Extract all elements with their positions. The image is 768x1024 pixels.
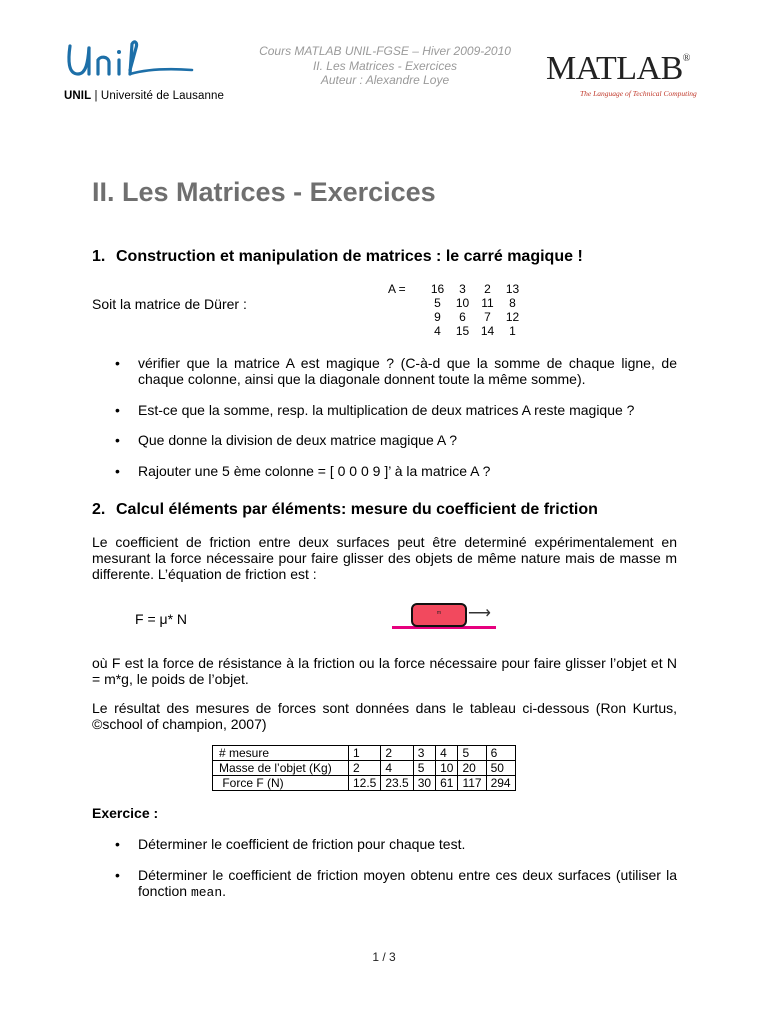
table-row [213, 746, 516, 761]
section-2-title: Calcul éléments par éléments: mesure du coefficient de friction [116, 501, 598, 518]
matlab-tagline: The Language of Technical Computing [580, 89, 697, 98]
table-cell: 2 [349, 761, 381, 776]
matrix-row [425, 296, 525, 310]
header-info [220, 44, 550, 88]
table-cell: 30 [413, 776, 435, 791]
table-row [213, 776, 516, 791]
section-2-heading [92, 501, 598, 519]
bullet-suffix: . [222, 883, 227, 899]
friction-equation: F = μ* N [135, 611, 188, 627]
matrix-cell: 12 [505, 310, 520, 324]
table-cell: 10 [436, 761, 458, 776]
matrix-row [425, 310, 525, 324]
matrix-cell: 3 [459, 282, 466, 296]
matrix-cell: 7 [484, 310, 491, 324]
durer-intro: Soit la matrice de Dürer : [92, 296, 247, 312]
bullet-text: Déterminer le coefficient de friction pour chaque test. [138, 836, 466, 852]
matrix-cell: 15 [455, 324, 470, 338]
matrix-cell: 2 [484, 282, 491, 296]
bullet-icon: • [115, 463, 120, 479]
table-cell: 12.5 [349, 776, 381, 791]
university-name: | Université de Lausanne [94, 90, 224, 102]
bullet-text: Déterminer le coefficient de friction moyen obtenu entre ces deux surfaces (utiliser la fonction [138, 867, 677, 899]
table-cell: 117 [458, 776, 486, 791]
exercise-heading: Exercice : [92, 805, 159, 821]
table-cell: 23.5 [381, 776, 413, 791]
section-2-number: 2. [92, 501, 106, 518]
section-1-title: Construction et manipulation de matrices : le carré magique ! [116, 248, 583, 265]
table-row [213, 761, 516, 776]
matrix-row [425, 324, 525, 338]
matlab-trademark: ® [682, 53, 690, 64]
matrix-cell: 4 [434, 324, 441, 338]
bullet-text: Est-ce que la somme, resp. la multiplication de deux matrices A reste magique ? [138, 402, 635, 418]
table-cell: 50 [486, 761, 515, 776]
table-cell: 20 [458, 761, 486, 776]
course-line: Cours MATLAB UNIL-FGSE – Hiver 2009-2010 [259, 44, 511, 58]
matrix-cell: 5 [434, 296, 441, 310]
row-label: Masse de l’objet (Kg) [213, 761, 349, 776]
table-cell: 3 [413, 746, 435, 761]
matrix-cell: 14 [480, 324, 495, 338]
matlab-logo-text: MATLAB [546, 50, 683, 87]
bullet-item [115, 463, 677, 479]
matrix-cell: 8 [509, 296, 516, 310]
document-title: II. Les Matrices - Exercices [92, 177, 436, 207]
author-line: Auteur : Alexandre Loye [320, 73, 450, 87]
bullet-item [115, 432, 677, 448]
matlab-logo [546, 50, 690, 88]
matrix-cell: 10 [455, 296, 470, 310]
matrix-cell: 11 [481, 296, 494, 310]
matrix-row [425, 282, 525, 296]
matrix-label: A = [388, 282, 406, 296]
table-cell: 6 [486, 746, 515, 761]
matrix-cell: 1 [509, 324, 516, 338]
matrix-cell: 16 [430, 282, 445, 296]
bullet-item [115, 867, 677, 901]
university-caption [64, 90, 224, 102]
table-cell: 4 [381, 761, 413, 776]
mean-function-code: mean [190, 885, 223, 900]
table-cell: 2 [381, 746, 413, 761]
section-1-number: 1. [92, 248, 106, 265]
bullet-icon: • [115, 432, 120, 448]
table-cell: 4 [436, 746, 458, 761]
section-1-heading [92, 248, 583, 266]
durer-matrix [425, 282, 525, 338]
table-cell: 5 [458, 746, 486, 761]
table-cell: 1 [349, 746, 381, 761]
block-label: m [436, 610, 442, 616]
row-label: # mesure [213, 746, 349, 761]
bullet-icon: • [115, 836, 120, 852]
measurements-table [212, 745, 516, 791]
matrix-cell: 9 [434, 310, 441, 324]
unil-logo [64, 40, 194, 86]
friction-intro: Le coefficient de friction entre deux surfaces peut être determiné expérimentalement en mesurant la force nécessaire pour faire glisser des objets de même nature mais de masse m differente. L’équation de friction est : [92, 534, 677, 582]
bullet-item [115, 355, 677, 387]
page-number: 1 / 3 [372, 950, 396, 964]
force-definition: où F est la force de résistance à la friction ou la force nécessaire pour faire glisser l’objet et N = m*g, le poids de l’objet. [92, 655, 677, 687]
table-cell: 5 [413, 761, 435, 776]
bullet-text: Que donne la division de deux matrice magique A ? [138, 432, 458, 448]
bullet-icon: • [115, 867, 120, 883]
right-arrow-icon: ⟶ [468, 605, 491, 622]
matrix-cell: 13 [505, 282, 520, 296]
bullet-item [115, 836, 677, 852]
row-label: Force F (N) [213, 776, 349, 791]
bullet-icon: • [115, 355, 120, 371]
chapter-line: II. Les Matrices - Exercices [312, 58, 458, 73]
matrix-cell: 6 [459, 310, 466, 324]
bullet-icon: • [115, 402, 120, 418]
bullet-item [115, 402, 677, 418]
results-intro: Le résultat des mesures de forces sont données dans le tableau ci-dessous (Ron Kurtus, ©school of champion, 2007) [92, 700, 677, 732]
university-short: UNIL [64, 90, 92, 102]
bullet-text: vérifier que la matrice A est magique ? (C-à-d que la somme de chaque ligne, de chaque colonne, ainsi que la diagonale donnent toute la même somme). [138, 355, 677, 387]
bullet-text: Rajouter une 5 ème colonne = [ 0 0 0 9 ]’ à la matrice A ? [138, 463, 491, 479]
table-cell: 294 [486, 776, 515, 791]
sliding-block [411, 603, 467, 627]
table-cell: 61 [436, 776, 458, 791]
